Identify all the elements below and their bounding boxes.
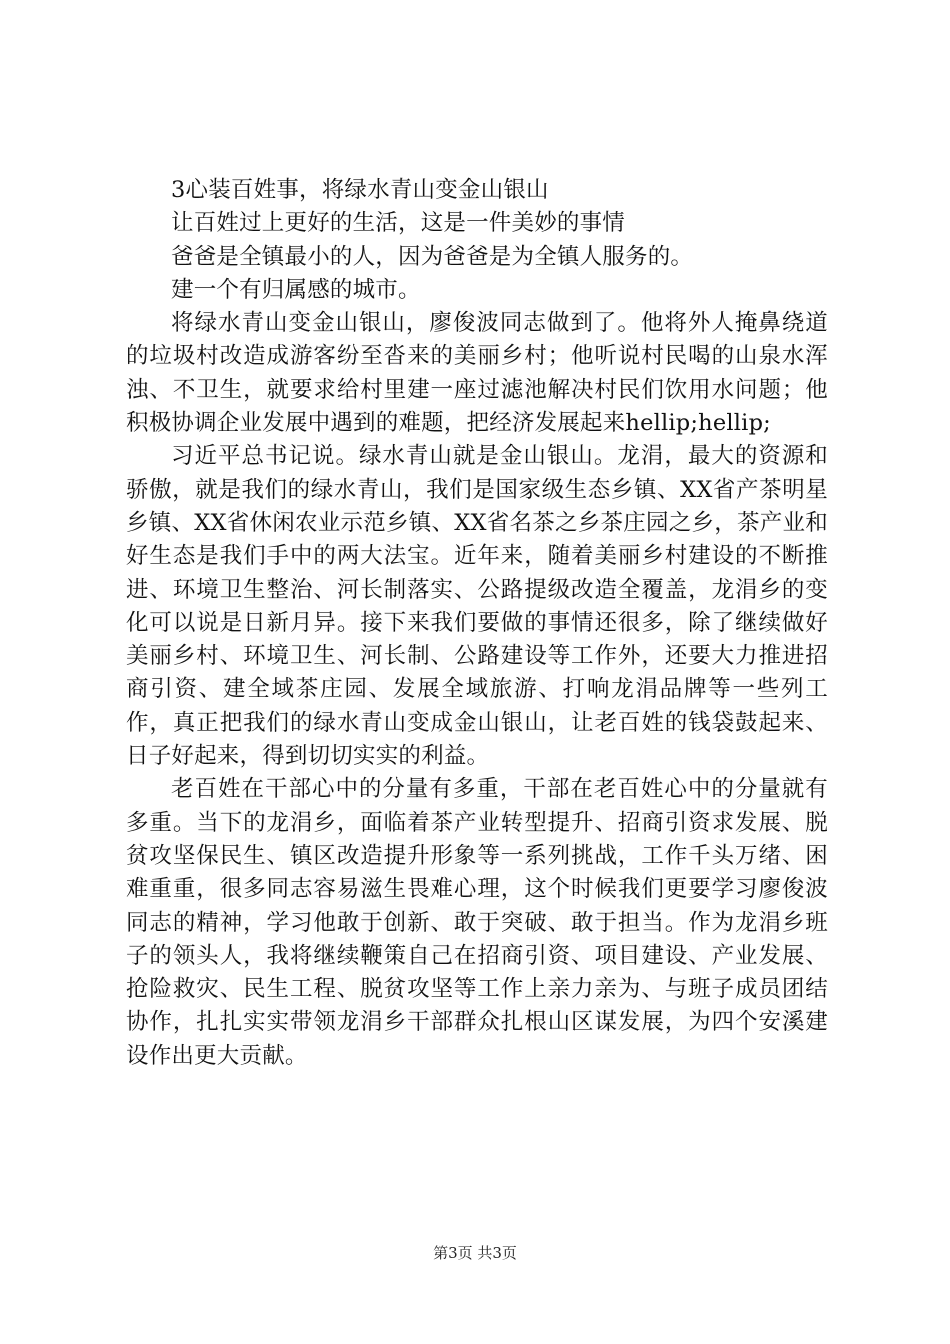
paragraph-title: 3心装百姓事，将绿水青山变金山银山 [171, 177, 549, 203]
paragraph-subtitle: 让百姓过上更好的生活，这是一件美妙的事情 [171, 210, 626, 237]
paragraph-liao-junbo: 将绿水青山变金山银山，廖俊波同志做到了。他将外人掩鼻绕道的垃圾村改造成游客纷至沓来的美丽乡村；他听说村民喝的山泉水浑浊、不卫生，就要求给村里建一座过滤池解决村民们饮用水问题；他积极协调企业发展中遇到的难题，把经济发展起来hellip;hellip; [126, 310, 828, 437]
paragraph-commitment: 老百姓在干部心中的分量有多重，干部在老百姓心中的分量就有多重。当下的龙涓乡，面临着茶产业转型提升、招商引资求发展、脱贫攻坚保民生、镇区改造提升形象等一系列挑战，工作千头万绪、困难重重，很多同志容易滋生畏难心理，这个时候我们更要学习廖俊波同志的精神，学习他敢于创新、敢于突破、敢于担当。作为龙涓乡班子的领头人，我将继续鞭策自己在招商引资、项目建设、产业发展、抢险救灾、民生工程、脱贫攻坚等工作上亲力亲为、与班子成员团结协作，扎扎实实带领龙涓乡干部群众扎根山区谋发展，为四个安溪建设作出更大贡献。 [126, 776, 828, 1069]
paragraph-quote: 爸爸是全镇最小的人，因为爸爸是为全镇人服务的。 [171, 243, 694, 270]
document-body [126, 174, 828, 1073]
paragraph-green-mountains: 习近平总书记说。绿水青山就是金山银山。龙涓，最大的资源和骄傲，就是我们的绿水青山，我们是国家级生态乡镇、XX省产茶明星乡镇、XX省休闲农业示范乡镇、XX省名茶之乡茶庄园之乡，茶产业和好生态是我们手中的两大法宝。近年来，随着美丽乡村建设的不断推进、环境卫生整治、河长制落实、公路提级改造全覆盖，龙涓乡的变化可以说是日新月异。接下来我们要做的事情还很多，除了继续做好美丽乡村、环境卫生、河长制、公路建设等工作外，还要大力推进招商引资、建全域茶庄园、发展全域旅游、打响龙涓品牌等一些列工作，真正把我们的绿水青山变成金山银山，让老百姓的钱袋鼓起来、日子好起来，得到切切实实的利益。 [126, 443, 828, 770]
paragraph-city: 建一个有归属感的城市。 [171, 276, 421, 303]
page-footer: 第3页 共3页 [433, 1244, 517, 1262]
